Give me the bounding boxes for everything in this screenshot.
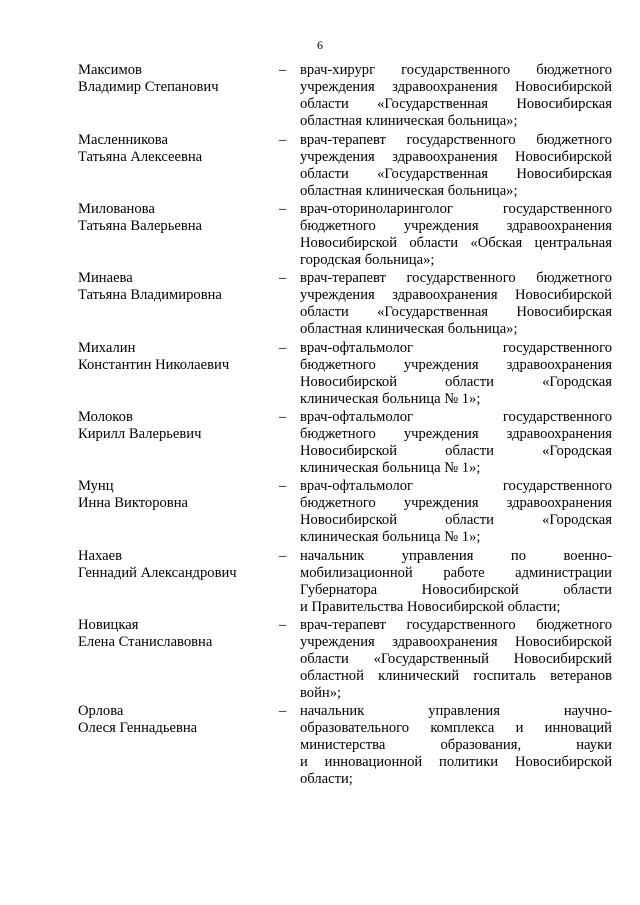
description-line: врач-офтальмолог государственного <box>300 340 612 356</box>
description-line: области «Государственный Новосибирский <box>300 651 612 667</box>
dash-separator: – <box>279 617 287 633</box>
description-line: врач-офтальмолог государственного <box>300 478 612 494</box>
description-line: Новосибирской области «Городская <box>300 443 612 459</box>
dash-separator: – <box>279 409 287 425</box>
dash-separator: – <box>279 132 287 148</box>
surname: Молоков <box>78 409 133 425</box>
description-line: министерства образования, науки <box>300 737 612 753</box>
given-names: Владимир Степанович <box>78 79 219 95</box>
description-line: клиническая больница № 1»; <box>300 391 481 407</box>
dash-separator: – <box>279 270 287 286</box>
person-name <box>78 617 288 651</box>
position-description <box>300 62 612 130</box>
description-line: Губернатора Новосибирской области <box>300 582 612 598</box>
dash-separator: – <box>279 201 287 217</box>
position-description <box>300 270 612 338</box>
description-line: начальник управления научно- <box>300 703 612 719</box>
description-line: бюджетного учреждения здравоохранения <box>300 218 612 234</box>
description-line: областная клиническая больница»; <box>300 113 518 129</box>
position-description <box>300 409 612 477</box>
description-line: врач-терапевт государственного бюджетного <box>300 617 612 633</box>
surname: Максимов <box>78 62 142 78</box>
given-names: Елена Станиславовна <box>78 634 213 650</box>
person-name <box>78 703 288 737</box>
surname: Масленникова <box>78 132 168 148</box>
description-line: мобилизационной работе администрации <box>300 565 612 581</box>
description-line: области «Государственная Новосибирская <box>300 304 612 320</box>
description-line: областной клинический госпиталь ветеранов <box>300 668 612 684</box>
description-line: бюджетного учреждения здравоохранения <box>300 357 612 373</box>
surname: Милованова <box>78 201 155 217</box>
description-line: Новосибирской области «Городская <box>300 512 612 528</box>
position-description <box>300 132 612 200</box>
description-line: Новосибирской области «Городская <box>300 374 612 390</box>
position-description <box>300 201 612 269</box>
description-line: врач-терапевт государственного бюджетного <box>300 270 612 286</box>
description-line: клиническая больница № 1»; <box>300 529 481 545</box>
description-line: и инновационной политики Новосибирской <box>300 754 612 770</box>
description-line: образовательного комплекса и инноваций <box>300 720 612 736</box>
given-names: Олеся Геннадьевна <box>78 720 198 736</box>
person-name <box>78 132 288 166</box>
description-line: врач-терапевт государственного бюджетного <box>300 132 612 148</box>
person-name <box>78 548 288 582</box>
description-line: области; <box>300 771 353 787</box>
surname: Мунц <box>78 478 114 494</box>
position-description <box>300 548 612 616</box>
description-line: Новосибирской области «Обская центральная <box>300 235 612 251</box>
person-name <box>78 62 288 96</box>
description-line: начальник управления по военно- <box>300 548 612 564</box>
person-name <box>78 340 288 374</box>
description-line: врач-офтальмолог государственного <box>300 409 612 425</box>
dash-separator: – <box>279 548 287 564</box>
position-description <box>300 340 612 408</box>
given-names: Геннадий Александрович <box>78 565 237 581</box>
description-line: учреждения здравоохранения Новосибирской <box>300 149 612 165</box>
given-names: Кирилл Валерьевич <box>78 426 202 442</box>
position-description <box>300 617 612 702</box>
person-name <box>78 478 288 512</box>
surname: Орлова <box>78 703 124 719</box>
position-description <box>300 703 612 788</box>
description-line: и Правительства Новосибирской области; <box>300 599 561 615</box>
given-names: Константин Николаевич <box>78 357 230 373</box>
description-line: учреждения здравоохранения Новосибирской <box>300 287 612 303</box>
person-name <box>78 270 288 304</box>
page-number: 6 <box>317 38 323 52</box>
dash-separator: – <box>279 703 287 719</box>
dash-separator: – <box>279 340 287 356</box>
description-line: учреждения здравоохранения Новосибирской <box>300 634 612 650</box>
description-line: областная клиническая больница»; <box>300 321 518 337</box>
person-name <box>78 409 288 443</box>
surname: Минаева <box>78 270 133 286</box>
surname: Михалин <box>78 340 136 356</box>
given-names: Татьяна Валерьевна <box>78 218 203 234</box>
person-name <box>78 201 288 235</box>
description-line: бюджетного учреждения здравоохранения <box>300 495 612 511</box>
description-line: области «Государственная Новосибирская <box>300 96 612 112</box>
description-line: учреждения здравоохранения Новосибирской <box>300 79 612 95</box>
description-line: клиническая больница № 1»; <box>300 460 481 476</box>
position-description <box>300 478 612 546</box>
surname: Новицкая <box>78 617 139 633</box>
description-line: врач-хирург государственного бюджетного <box>300 62 612 78</box>
description-line: городская больница»; <box>300 252 435 268</box>
dash-separator: – <box>279 478 287 494</box>
description-line: врач-оториноларинголог государственного <box>300 201 612 217</box>
given-names: Татьяна Владимировна <box>78 287 222 303</box>
dash-separator: – <box>279 62 287 78</box>
description-line: войн»; <box>300 685 342 701</box>
description-line: бюджетного учреждения здравоохранения <box>300 426 612 442</box>
description-line: области «Государственная Новосибирская <box>300 166 612 182</box>
given-names: Инна Викторовна <box>78 495 188 511</box>
surname: Нахаев <box>78 548 122 564</box>
description-line: областная клиническая больница»; <box>300 183 518 199</box>
given-names: Татьяна Алексеевна <box>78 149 203 165</box>
